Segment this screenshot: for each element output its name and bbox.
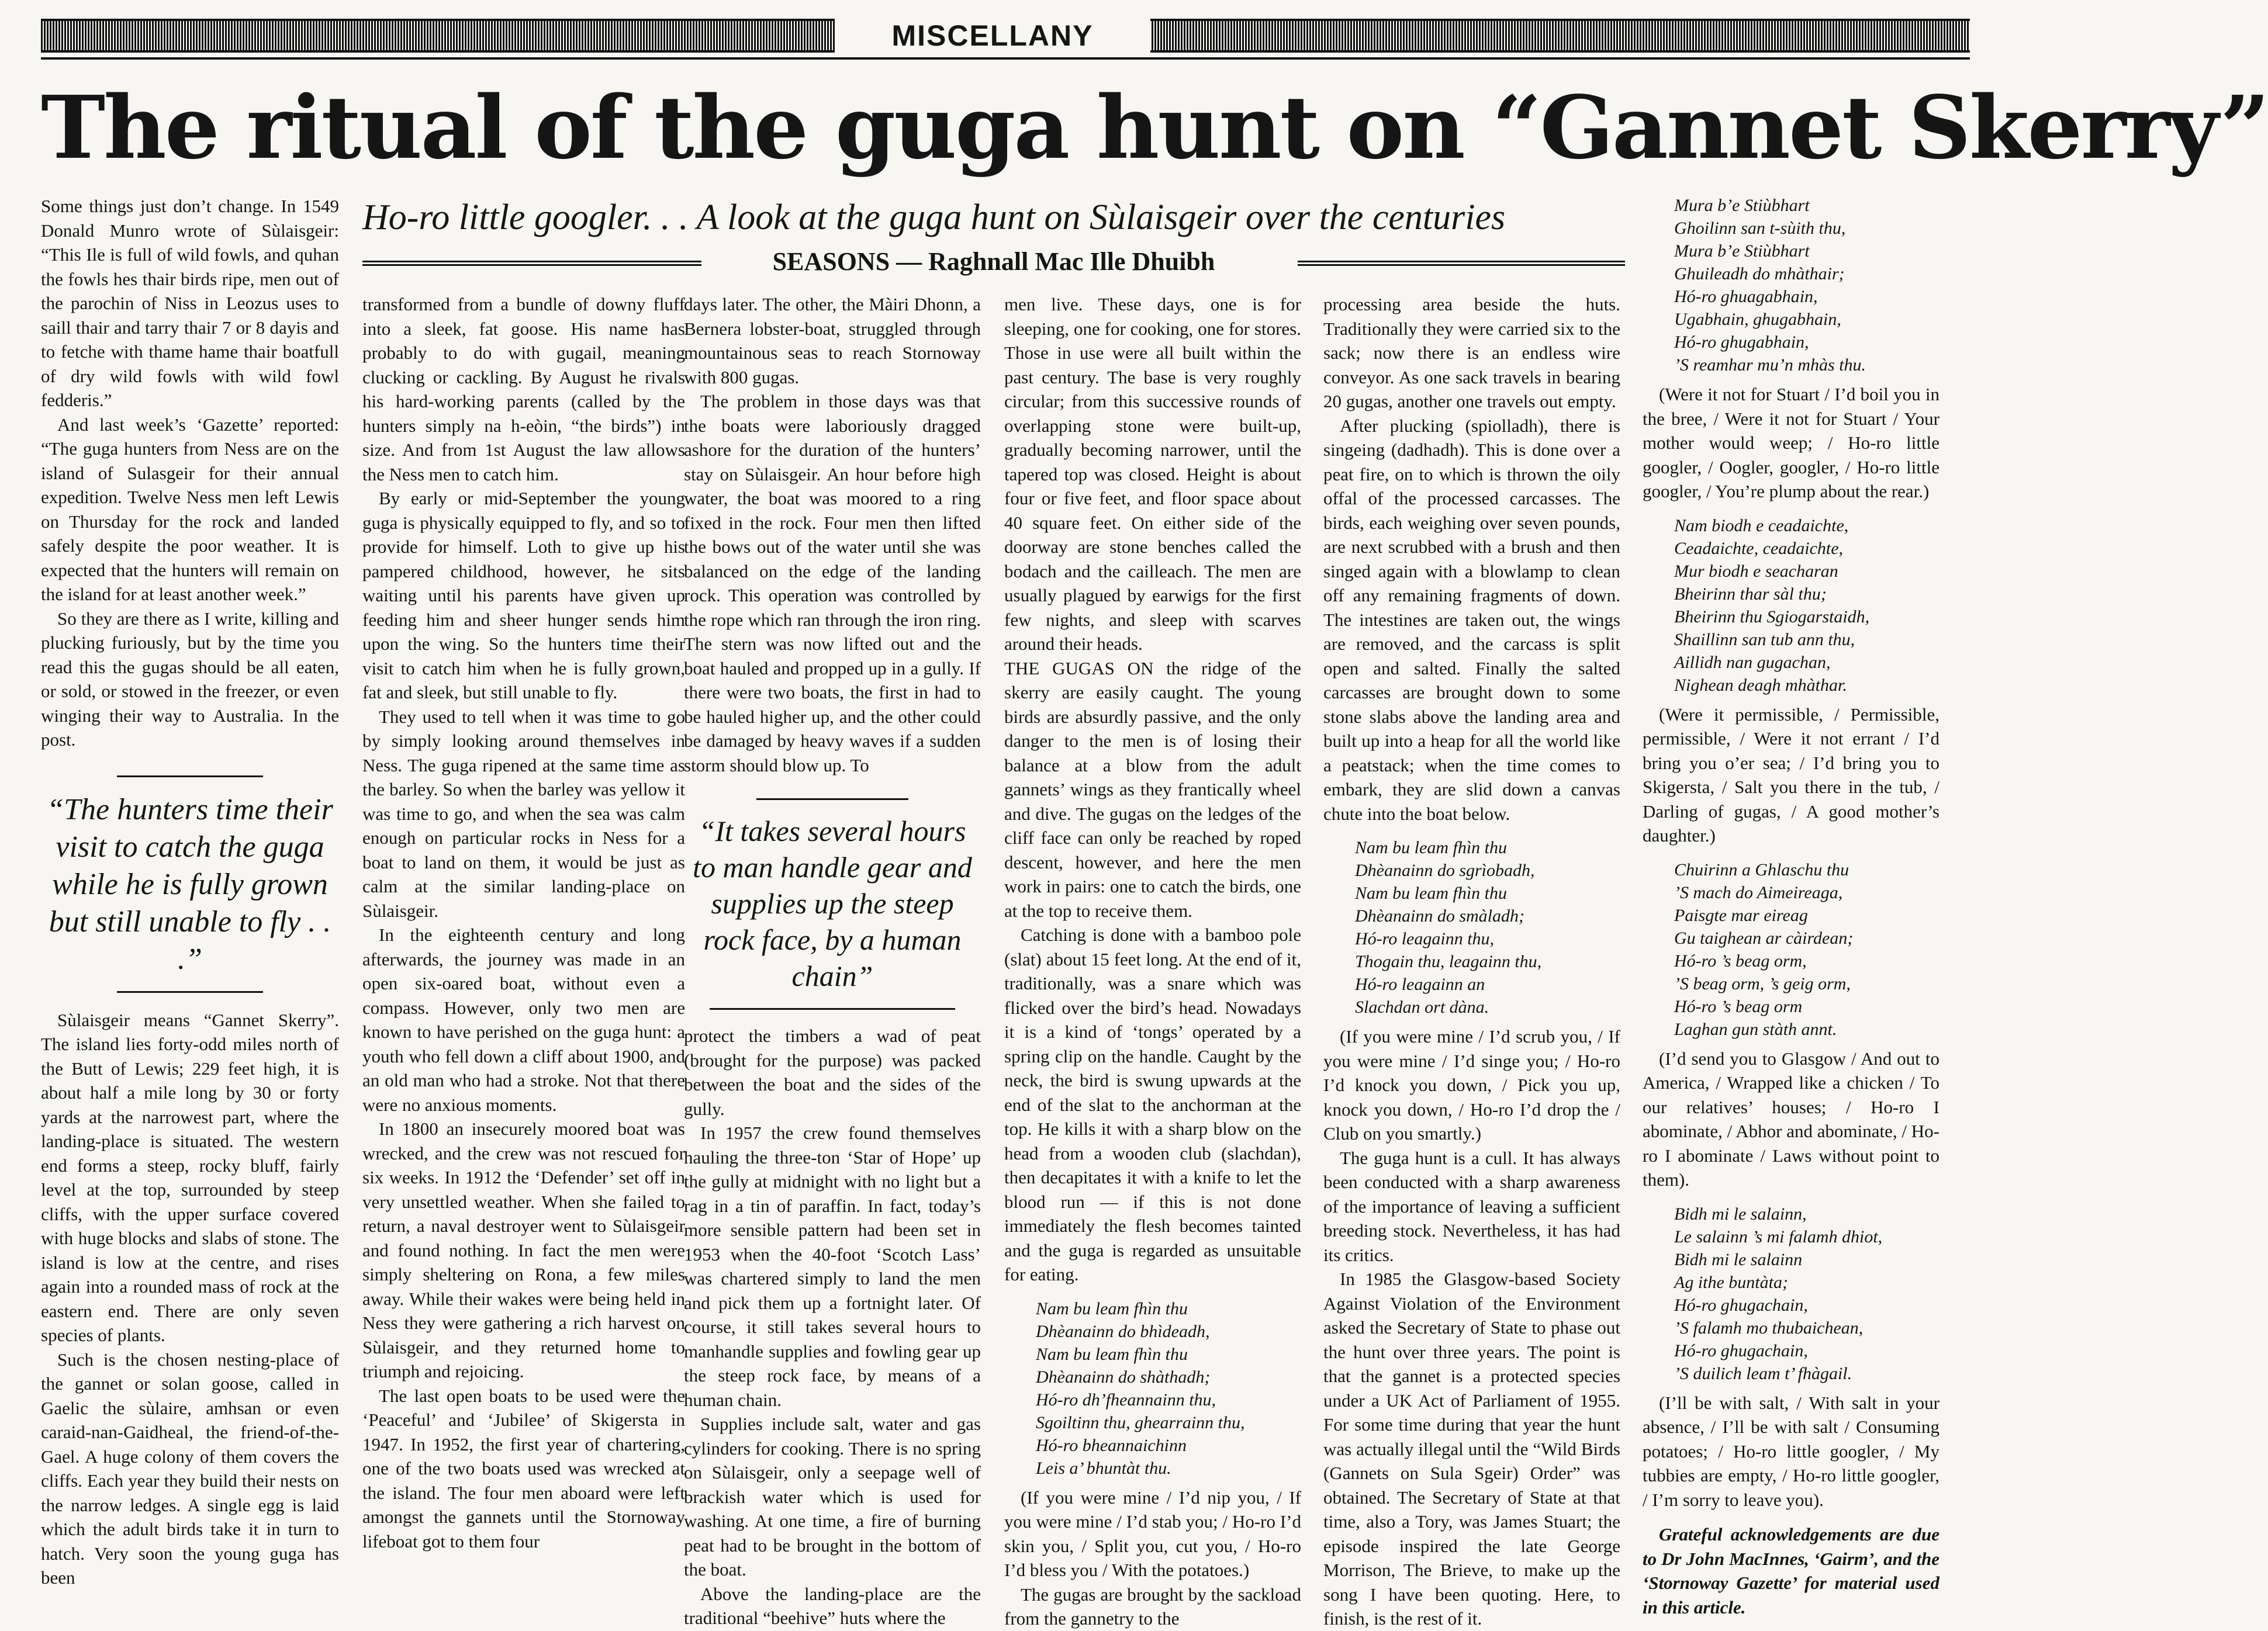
verse-line: Le salainn ’s mi falamh dhiot, bbox=[1674, 1227, 1883, 1246]
verse-line: Laghan gun stàth annt. bbox=[1674, 1019, 1837, 1039]
paragraph: days later. The other, the Màiri Dhonn, a Bernera lobster-boat, struggled through mountainous seas to reach Stornoway with 800 gugas. bbox=[684, 294, 981, 387]
verse-line: Paisgte mar eireag bbox=[1674, 905, 1808, 925]
verse-line: Nam bu leam fhìn thu bbox=[1355, 838, 1507, 857]
verse bbox=[1674, 858, 1939, 1041]
verse-line: Dhèanainn do sgrìobadh, bbox=[1355, 861, 1535, 880]
verse bbox=[1674, 194, 1939, 376]
paragraph: In 1957 the crew found themselves hauling the three-ton ‘Star of Hope’ up the gully at midnight with no light but a rag in a tin of paraffin. In fact, today’s more sensible pattern had been set in 1953 when the 40-foot ‘Scotch Lass’ was chartered simply to land the men and pick them up a fortnight later. Of course, it still takes several hours to manhandle supplies and fowling gear up the steep rock face, by means of a human chain. bbox=[684, 1123, 981, 1410]
verse-line: Ag ithe buntàta; bbox=[1674, 1272, 1788, 1292]
headline: The ritual of the guga hunt on “Gannet Skerry” bbox=[41, 77, 2268, 178]
section-label: MISCELLANY bbox=[835, 19, 1150, 53]
paragraph: Some things just don’t change. In 1549 Donald Munro wrote of Sùlaisgeir: “This Ile is full of wild fowls, and quhan the fowls hes thair birds ripe, men out of the parochin of Niss in Leozus uses to saill thair and tarry thair 7 or 8 dayis and to fetche with thame hame thair boatfull of dry wild fowls with wild fowl fedderis.” bbox=[41, 196, 339, 410]
verse-translation: (I’d send you to Glasgow / And out to America, / Wrapped like a chicken / To our relatives’ houses; / Ho-ro I abominate, / Abhor and abominate, / Ho-ro I abominate / Laws without point to them). bbox=[1643, 1048, 1939, 1190]
paragraph: Sùlaisgeir means “Gannet Skerry”. The island lies forty-odd miles north of the Butt of Lewis; 229 feet high, it is about half a mile long by 30 or forty yards at the narrowest part, where the landing-place is situated. The western end forms a steep, rocky bluff, fairly level at the top, surrounded by steep cliffs, with the upper surface covered with huge blocks and slabs of stone. The island is low at the centre, and rises again into a rounded mass of rock at the eastern end. There are only seven species of plants. bbox=[41, 1009, 339, 1345]
paragraph: Supplies include salt, water and gas cylinders for cooking. There is no spring on Sùlaisgeir, only a seepage well of brackish water which is used for washing. At one time, a fire of burning peat had to be brought in the bottom of the boat. bbox=[684, 1414, 981, 1580]
verse bbox=[1674, 514, 1939, 697]
verse-line: Nam bu leam fhìn thu bbox=[1036, 1344, 1188, 1364]
verse-line: ’S beag orm, ’s geig orm, bbox=[1674, 974, 1851, 993]
verse-translation: (Were it permissible, / Permissible, permissible, / Were it not errant / I’d bring you o’er sea; / I’d bring you to Skigersta, / Salt you there in the tub, / Darling of gugas, / A good mother’s daughter.) bbox=[1643, 704, 1939, 846]
verse-line: Mura b’e Stiùbhart bbox=[1674, 196, 1810, 215]
verse-line: Nam bu leam fhìn thu bbox=[1036, 1298, 1188, 1318]
verse-line: Dhèanainn do shàthadh; bbox=[1036, 1367, 1211, 1387]
verse-line: Hó-ro ’s beag orm bbox=[1674, 996, 1803, 1016]
verse-line: Hó-ro dh’fheannainn thu, bbox=[1036, 1390, 1216, 1410]
paragraph: Such is the chosen nesting-place of the gannet or solan goose, called in Gaelic the sùlaire, amhsan or even caraid-nan-Gaidheal, the friend-of-the-Gael. A huge colony of them covers the cliffs. Each year they build their nests on the narrow ledges. A single egg is laid which the adult birds take it in turn to hatch. Very soon the young guga has been bbox=[41, 1349, 339, 1588]
verse-line: Hó-ro leagainn thu, bbox=[1355, 929, 1495, 948]
verse-line: Sgoiltinn thu, ghearrainn thu, bbox=[1036, 1412, 1245, 1432]
verse-line: Chuirinn a Ghlaschu thu bbox=[1674, 860, 1849, 879]
verse-line: Bidh mi le salainn bbox=[1674, 1249, 1803, 1269]
paragraph: transformed from a bundle of downy fluff into a sleek, fat goose. His name has probably to do with gugail, meaning clucking or cackling. By August he rivals his hard-working parents (called by the hunters simply na h-eòin, “the birds”) in size. And from 1st August the law allows the Ness men to catch him. bbox=[362, 294, 685, 484]
paragraph: They used to tell when it was time to go by simply looking around themselves in Ness. The guga ripened at the same time as the barley. So when the barley was yellow it was time to go, and when the sea was calm enough on particular rocks in Ness for a boat to land on them, it would be just as calm at the similar landing-place on Sùlaisgeir. bbox=[362, 706, 685, 921]
verse-line: Mura b’e Stiùbhart bbox=[1674, 241, 1810, 261]
paragraph: In 1800 an insecurely moored boat was wrecked, and the crew was not rescued for six weeks. In 1912 the ‘Defender’ set off in very unsettled weather. When she failed to return, a naval destroyer went to Sùlaisgeir and found nothing. In fact the men were simply sheltering on Rona, a few miles away. While their wakes were being held in Ness they were gathering a rich harvest on Sùlaisgeir, and they returned home to triumph and rejoicing. bbox=[362, 1119, 685, 1381]
verse-line: Hó-ro ghugachain, bbox=[1674, 1295, 1808, 1315]
column-3 bbox=[684, 292, 981, 1628]
pull-quote-rule-top bbox=[117, 775, 263, 777]
paragraph: Above the landing-place are the traditional “beehive” huts where the bbox=[684, 1583, 981, 1628]
verse-translation: (If you were mine / I’d scrub you, / If you were mine / I’d singe you; / Ho-ro I’d knock you down, / Pick you up, knock you down, / Ho-ro I’d drop the / Club on you smartly.) bbox=[1323, 1026, 1620, 1144]
kicker: Ho-ro little googler. . . A look at the guga hunt on Sùlaisgeir over the centuries bbox=[362, 198, 1506, 237]
verse-translation: (If you were mine / I’d nip you, / If you were mine / I’d stab you; / Ho-ro I’d skin you, / Split you, cut you, / Ho-ro I’d bless you / With the potatoes.) bbox=[1004, 1487, 1301, 1580]
verse-line: Hó-ro leagainn an bbox=[1355, 975, 1485, 994]
verse-line: ’S falamh mo thubaichean, bbox=[1674, 1318, 1864, 1338]
verse bbox=[1674, 1203, 1939, 1385]
verse-line: Dhèanainn do bhìdeadh, bbox=[1036, 1321, 1210, 1341]
paragraph: processing area beside the huts. Traditionally they were carried six to the sack; now there is an endless wire conveyor. As one sack travels in bearing 20 gugas, another one travels out empty. bbox=[1323, 294, 1620, 411]
verse-line: Nam biodh e ceadaichte, bbox=[1674, 515, 1849, 535]
byline-rule-right bbox=[1298, 261, 1625, 266]
verse-line: Nighean deagh mhàthar. bbox=[1674, 675, 1847, 695]
verse-line: Ceadaichte, ceadaichte, bbox=[1674, 538, 1844, 558]
paragraph: The last open boats to be used were the ‘Peaceful’ and ‘Jubilee’ of Skigersta in 1947. In 1952, the first year of chartering, one of the two boats used was wrecked at the island. The four men aboard were left amongst the gannets until the Stornoway lifeboat got to them four bbox=[362, 1385, 685, 1552]
verse-line: Ugabhain, ghugabhain, bbox=[1674, 310, 1841, 329]
verse-translation: (I’ll be with salt, / With salt in your absence, / I’ll be with salt / Consuming potatoes; / Ho-ro little googler, / My tubbies are empty, / Ho-ro little googler, / I’m sorry to leave you). bbox=[1643, 1392, 1939, 1510]
paragraph: protect the timbers a wad of peat (brought for the purpose) was packed between the boat and the sides of the gully. bbox=[684, 1026, 981, 1119]
paragraph: The guga hunt is a cull. It has always been conducted with a sharp awareness of the importance of leaving a sufficient breeding stock. Nevertheless, it has had its critics. bbox=[1323, 1147, 1620, 1265]
paragraph: The gugas are brought by the sackload from the gannetry to the bbox=[1004, 1584, 1301, 1629]
verse-line: Nam bu leam fhìn thu bbox=[1355, 884, 1507, 903]
column-2 bbox=[362, 292, 685, 1552]
verse-line: Hó-ro bheannaichinn bbox=[1036, 1435, 1187, 1455]
verse-line: Mur biodh e seacharan bbox=[1674, 561, 1838, 581]
paragraph: After plucking (spiolladh), there is singeing (dadhadh). This is done over a peat fire, on to which is thrown the oily offal of the processed carcasses. The birds, each weighing over seven pounds, are next scrubbed with a brush and then singed again with a blowlamp to clean off any remaining fragments of down. The intestines are taken out, the wings are removed, and the carcass is split open and salted. Finally the salted carcasses are brought down to some stone slabs above the landing area and built up into a heap for all the world like a peatstack; when the time comes to embark, they are slid down a canvas chute into the boat below. bbox=[1323, 415, 1620, 824]
pull-quote-rule-bottom bbox=[710, 1008, 955, 1010]
paragraph: In the eighteenth century and long afterwards, the journey was made in an open six-oared boat, without even a compass. However, only two men are known to have perished on the guga hunt: a youth who fell down a cliff about 1900, and an old man who had a stroke. Not that there were no anxious moments. bbox=[362, 924, 685, 1115]
verse-line: Aillidh nan gugachan, bbox=[1674, 652, 1831, 672]
verse-line: Slachdan ort dàna. bbox=[1355, 998, 1489, 1017]
paragraph: By early or mid-September the young guga is physically equipped to fly, and so to provide for himself. Loth to give up his pampered childhood, however, he sits waiting until his parents have given up feeding him and sheer hunger sends him upon the wing. So the hunters time their visit to catch him when he is fully grown, fat and sleek, but still unable to fly. bbox=[362, 488, 685, 702]
verse-line: Thogain thu, leagainn thu, bbox=[1355, 952, 1542, 971]
pull-quote: “It takes several hours to man handle gear and supplies up the steep rock face, by a human chain” bbox=[693, 815, 972, 992]
acknowledgements: Grateful acknowledgements are due to Dr John MacInnes, ‘Gairm’, and the ‘Stornoway Gazette’ for material used in this article. bbox=[1643, 1524, 1939, 1618]
verse-line: Ghuileadh do mhàthair; bbox=[1674, 264, 1845, 283]
verse-line: Bidh mi le salainn, bbox=[1674, 1204, 1807, 1224]
verse-line: Bheirinn thu Sgiogarstaidh, bbox=[1674, 607, 1870, 626]
verse-line: ’S duilich leam t’ fhàgail. bbox=[1674, 1363, 1852, 1383]
run-in-text: the ridge of the skerry are easily caught. The young birds are absurdly passive, and the only danger to the men is of losing their balance at a blow from the adult gannets’ wings as they frantically wheel and dive. The gugas on the ledges of the cliff face can only be reached by roped descent, however, and here the men work in pairs: one to catch the birds, one at the top to receive them. bbox=[1004, 657, 1302, 921]
verse-line: Shaillinn san tub ann thu, bbox=[1674, 629, 1855, 649]
header-rule bbox=[41, 57, 1970, 60]
paragraph: And last week’s ‘Gazette’ reported: “The guga hunters from Ness are on the island of Sulasgeir for their annual expedition. Twelve Ness men left Lewis on Thursday for the rock and landed safely despite the poor weather. It is expected that the hunters will remain on the island for at least another week.” bbox=[41, 414, 339, 604]
verse-line: Hó-ro ghugachain, bbox=[1674, 1341, 1808, 1360]
run-in-lead: THE GUGAS ON bbox=[1004, 657, 1154, 678]
column-5 bbox=[1323, 292, 1620, 1629]
verse-line: Leis a’ bhuntàt thu. bbox=[1036, 1458, 1171, 1478]
pull-quote: “The hunters time their visit to catch the guga while he is fully grown but still unable to fly . . .” bbox=[47, 792, 333, 976]
verse-line: Dhèanainn do smàladh; bbox=[1355, 906, 1524, 926]
paragraph: Catching is done with a bamboo pole (slat) about 15 feet long. At the end of it, traditionally, was a snare which was flicked over the bird’s head. Nowadays it is a kind of ‘tongs’ operated by a spring clip on the handle. Caught by the neck, the bird is swung upwards at the end of the slat to the anchorman at the top. He kills it with a sharp blow on the head from a wooden club (slachdan), then decapitates it with a knife to let the blood run — if this is not done immediately the flesh becomes tainted and the guga is regarded as unsuitable for eating. bbox=[1004, 924, 1301, 1284]
verse bbox=[1355, 836, 1620, 1019]
verse bbox=[1036, 1297, 1301, 1480]
column-1 bbox=[41, 194, 339, 1588]
verse-line: Hó-ro ghugabhain, bbox=[1674, 333, 1809, 352]
column-6 bbox=[1643, 194, 1939, 1618]
verse-line: Hó-ro ’s beag orm, bbox=[1674, 951, 1807, 971]
verse-line: Gu taighean ar càirdean; bbox=[1674, 928, 1854, 948]
paragraph bbox=[1004, 656, 1301, 923]
paragraph: So they are there as I write, killing and plucking furiously, but by the time you read this the gugas should be all eaten, or sold, or stowed in the freezer, or even winging their way to Australia. In the post. bbox=[41, 608, 339, 750]
byline-rule-left bbox=[362, 261, 701, 266]
verse-line: ’S mach do Aimeireaga, bbox=[1674, 882, 1843, 902]
verse-translation: (Were it not for Stuart / I’d boil you in the bree, / Were it not for Stuart / Your mother would weep; / Ho-ro little googler, / Oogler, googler, / Ho-ro little googler, / You’re plump about the rear.) bbox=[1643, 384, 1939, 501]
paragraph: The problem in those days was that the boats were laboriously dragged ashore for the duration of the hunters’ stay on Sùlaisgeir. An hour before high water, the boat was moored to a ring fixed in the rock. Four men then lifted the bows out of the water until she was balanced on the edge of the landing rock. This operation was controlled by the rope which ran through the iron ring. The stern was now lifted out and the boat hauled and propped up in a gully. If there were two boats, the first in had to be hauled higher up, and the other could be damaged by heavy waves if a sudden storm should blow up. To bbox=[684, 391, 981, 775]
paragraph: In 1985 the Glasgow-based Society Against Violation of the Environment asked the Secretary of State to phase out the hunt over three years. The point is that the gannet is a protected species under a UK Act of Parliament of 1955. For some time during that year the hunt was actually illegal until the “Wild Birds (Gannets on Sula Sgeir) Order” was obtained. The Secretary of State at that time, also a Tory, was James Stuart; the episode inspired the late George Morrison, The Brieve, to make up the song I have been quoting. Here, to finish, is the rest of it. bbox=[1323, 1269, 1620, 1629]
pull-quote-rule-top bbox=[756, 798, 908, 800]
verse-line: Bheirinn thar sàl thu; bbox=[1674, 584, 1827, 604]
verse-line: ’S reamhar mu’n mhàs thu. bbox=[1674, 355, 1866, 375]
pull-quote-rule-bottom bbox=[117, 991, 263, 993]
byline: SEASONS — Raghnall Mac Ille Dhuibh bbox=[772, 247, 1215, 276]
paragraph: men live. These days, one is for sleeping, one for cooking, one for stores. Those in use were all built within the past century. The base is very roughly circular; from this successive rounds of overlapping stone were built-up, gradually becoming narrower, until the tapered top was closed. Height is about four or five feet, and floor space about 40 square feet. On either side of the doorway are stone benches called the bodach and the cailleach. The men are usually plagued by earwigs for the first few nights, and sleep with scarves around their heads. bbox=[1004, 294, 1301, 654]
verse-line: Hó-ro ghuagabhain, bbox=[1674, 287, 1818, 306]
verse-line: Ghoilinn san t-sùith thu, bbox=[1674, 219, 1846, 238]
column-4 bbox=[1004, 292, 1302, 1629]
